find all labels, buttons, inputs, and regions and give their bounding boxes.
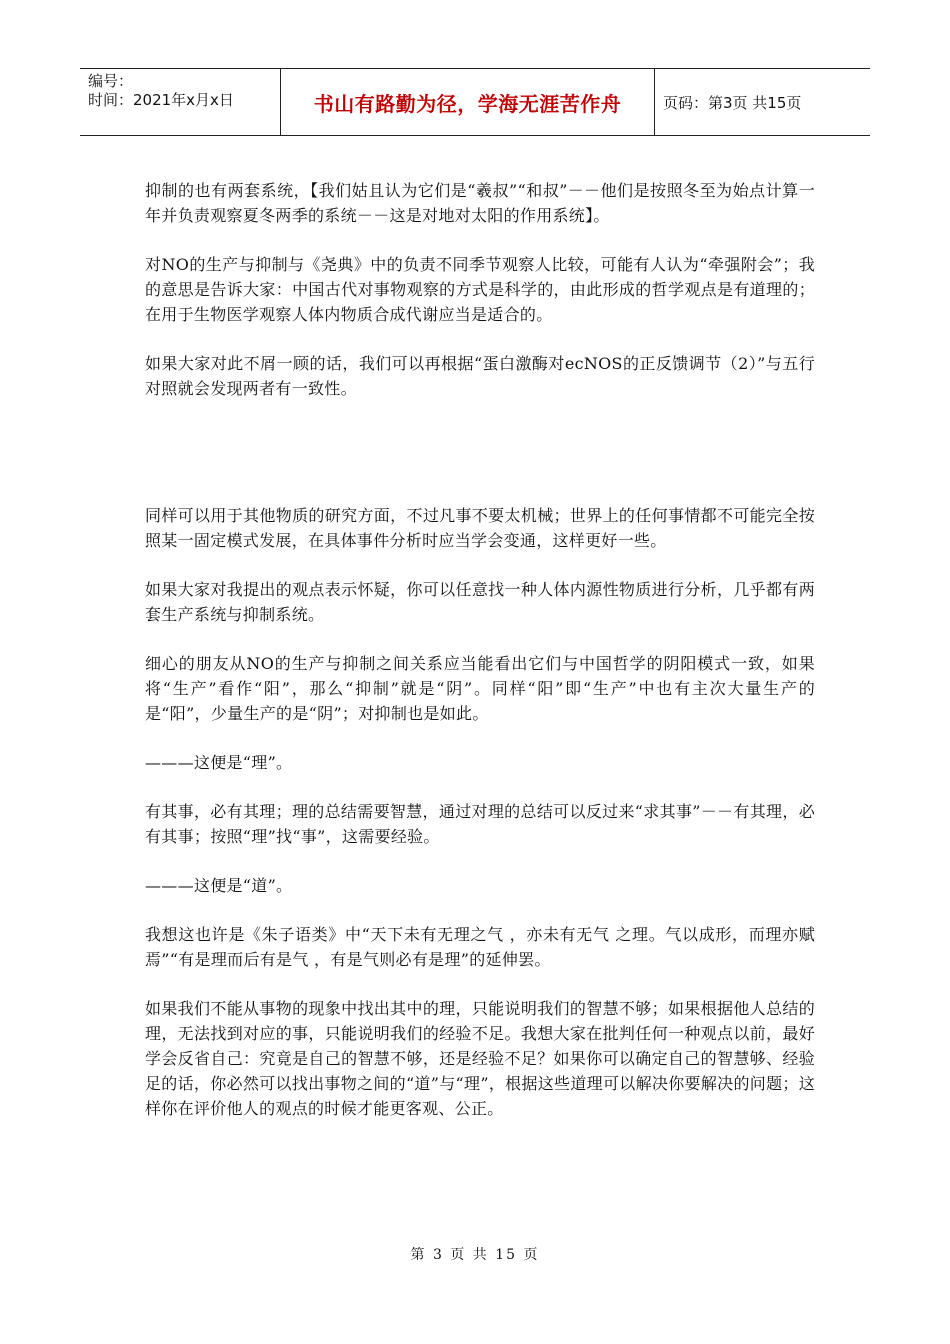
paragraph: 如果大家对我提出的观点表示怀疑，你可以任意找一种人体内源性物质进行分析，几乎都有两套生产系统与抑制系统。 xyxy=(145,580,815,624)
paragraph: 如果我们不能从事物的现象中找出其中的理，只能说明我们的智慧不够；如果根据他人总结的理，无法找到对应的事，只能说明我们的经验不足。我想大家在批判任何一种观点以前，最好学会反省自己：究竟是自己的智慧不够，还是经验不足？如果你可以确定自己的智慧够、经验足的话，你必然可以找出事物之间的“道”与“理”，根据这些道理可以解决你要解决的问题；这样你在评价他人的观点的时候才能更客观、公正。 xyxy=(145,999,815,1118)
paragraph: 我想这也许是《朱子语类》中“天下未有无理之气 ，亦未有无气 之理。气以成形，而理亦赋焉”“有是理而后有是气 ，有是气则必有是理”的延伸罢。 xyxy=(145,925,815,969)
paragraph: 对NO的生产与抑制与《尧典》中的负责不同季节观察人比较，可能有人认为“牵强附会”；我的意思是告诉大家：中国古代对事物观察的方式是科学的，由此形成的哲学观点是有道理的；在用于生物医学观察人体内物质合成代谢应当是适合的。 xyxy=(145,255,815,324)
paragraph: 细心的朋友从NO的生产与抑制之间关系应当能看出它们与中国哲学的阴阳模式一致，如果将“生产”看作“阳”，那么“抑制”就是“阴”。同样“阳”即“生产”中也有主次大量生产的是“阳”，少量生产的是“阴”；对抑制也是如此。 xyxy=(145,654,815,723)
document-date: 时间：2021年x月x日 xyxy=(88,91,234,109)
paragraph: 如果大家对此不屑一顾的话，我们可以再根据“蛋白激酶对ecNOS的正反馈调节（2）”与五行对照就会发现两者有一致性。 xyxy=(145,354,815,398)
paragraph: 抑制的也有两套系统，【我们姑且认为它们是“羲叔”“和叔”－－他们是按照冬至为始点计算一年并负责观察夏冬两季的系统－－这是对地对太阳的作用系统】。 xyxy=(145,181,815,225)
page-footer: 第 3 页 共 15 页 xyxy=(410,1247,540,1263)
paragraph: ———这便是“道”。 xyxy=(145,876,293,895)
header-motto: 书山有路勤为径，学海无涯苦作舟 xyxy=(281,69,655,135)
document-number-label: 编号： xyxy=(88,72,134,90)
paragraph: 有其事，必有其理；理的总结需要智慧，通过对理的总结可以反过来“求其事”－－有其理，必有其事；按照“理”找“事”，这需要经验。 xyxy=(145,802,815,846)
paragraph: ———这便是“理”。 xyxy=(145,753,293,772)
page-header xyxy=(80,68,870,136)
header-page-info: 页码：第3页 共15页 xyxy=(663,93,802,112)
paragraph: 同样可以用于其他物质的研究方面，不过凡事不要太机械；世界上的任何事情都不可能完全按照某一固定模式发展，在具体事件分析时应当学会变通，这样更好一些。 xyxy=(145,506,815,550)
document-body xyxy=(145,178,815,1145)
header-meta xyxy=(80,69,281,135)
